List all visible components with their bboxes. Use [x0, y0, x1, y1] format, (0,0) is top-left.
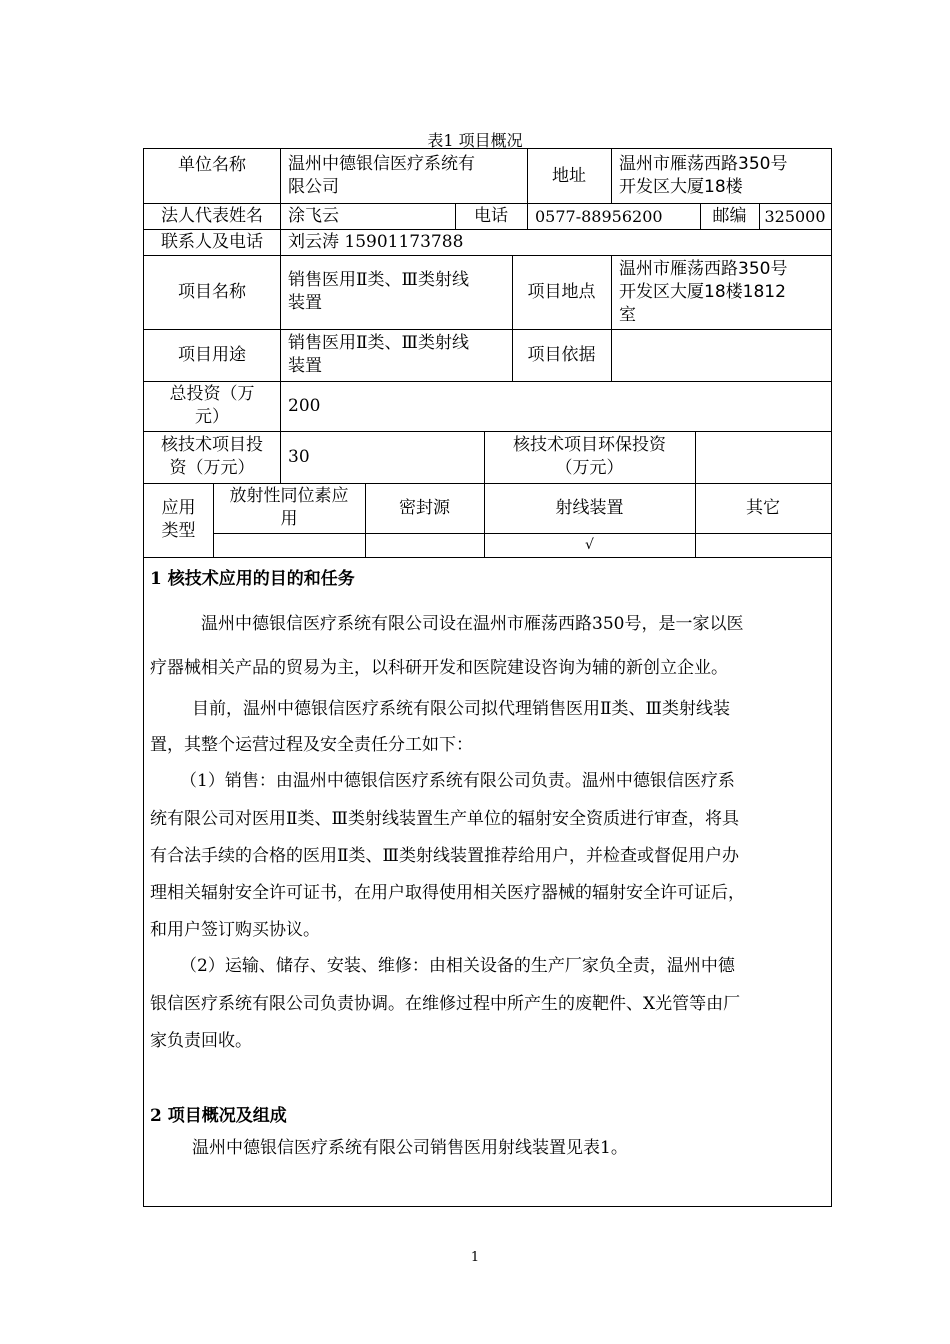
section1-paragraph: 理相关辐射安全许可证书，在用户取得使用相关医疗器械的辐射安全许可证后，	[150, 883, 745, 903]
nuclear-investment-value: 30	[288, 446, 310, 467]
unit-name-value: 温州中德银信医疗系统有 限公司	[288, 154, 475, 197]
section1-paragraph: 和用户签订购买协议。	[150, 920, 320, 940]
col-divider	[695, 431, 696, 483]
unit-name-label: 单位名称	[178, 154, 246, 175]
project-purpose-value: 销售医用Ⅱ类、Ⅲ类射线 装置	[288, 333, 469, 376]
project-basis-label: 项目依据	[527, 344, 596, 365]
section1-paragraph: 疗器械相关产品的贸易为主，以科研开发和医院建设咨询为辅的新创立企业。	[150, 658, 728, 678]
page-number: 1	[470, 1250, 480, 1265]
ray-device-check: √	[585, 536, 594, 553]
section1-paragraph: 有合法手续的合格的医用Ⅱ类、Ⅲ类射线装置推荐给用户，并检查或督促用户办	[150, 846, 739, 866]
phone-label: 电话	[474, 205, 508, 226]
legal-rep-label: 法人代表姓名	[161, 205, 263, 226]
project-site-value: 温州市雁荡西路350号 开发区大厦18楼1812 室	[619, 258, 788, 325]
env-investment-label: 核技术项目环保投资 （万元）	[513, 435, 666, 478]
section1-paragraph: （1）销售：由温州中德银信医疗系统有限公司负责。温州中德银信医疗系	[180, 771, 735, 791]
contact-value: 刘云涛 15901173788	[288, 231, 464, 252]
legal-rep-value: 涂飞云	[288, 205, 339, 226]
address-value: 温州市雁荡西路350号 开发区大厦18楼	[619, 154, 788, 197]
section1-paragraph: 置，其整个运营过程及安全责任分工如下：	[150, 735, 473, 755]
project-name-value: 销售医用Ⅱ类、Ⅲ类射线 装置	[288, 270, 469, 313]
ray-device-label: 射线装置	[555, 497, 624, 518]
section2-title: 2 项目概况及组成	[150, 1106, 287, 1126]
section2-paragraph: 温州中德银信医疗系统有限公司销售医用射线装置见表1。	[192, 1138, 628, 1158]
phone-value: 0577-88956200	[535, 206, 663, 226]
zip-value: 325000	[764, 206, 826, 226]
project-site-label: 项目地点	[527, 281, 596, 302]
section1-title: 1 核技术应用的目的和任务	[150, 569, 355, 589]
section1-paragraph: 家负责回收。	[150, 1031, 252, 1051]
project-overview-table	[143, 148, 832, 1207]
section1-paragraph: 目前，温州中德银信医疗系统有限公司拟代理销售医用Ⅱ类、Ⅲ类射线装	[192, 699, 730, 719]
other-label: 其它	[746, 497, 780, 518]
sealed-source-label: 密封源	[399, 497, 450, 518]
zip-label: 邮编	[712, 205, 747, 226]
row-divider	[144, 557, 831, 558]
isotope-label: 放射性同位素应 用	[229, 486, 349, 529]
project-name-label: 项目名称	[178, 281, 246, 302]
table-caption: 表1 项目概况	[427, 131, 523, 150]
section1-paragraph: 温州中德银信医疗系统有限公司设在温州市雁荡西路350号，是一家以医	[201, 614, 744, 634]
application-type-label: 应用 类型	[161, 498, 196, 541]
section1-paragraph: （2）运输、储存、安装、维修：由相关设备的生产厂家负全责，温州中德	[180, 956, 735, 976]
project-purpose-label: 项目用途	[178, 344, 246, 365]
total-investment-label: 总投资（万 元）	[169, 384, 255, 427]
section1-paragraph: 统有限公司对医用Ⅱ类、Ⅲ类射线装置生产单位的辐射安全资质进行审查，将具	[150, 809, 739, 829]
section1-paragraph: 银信医疗系统有限公司负责协调。在维修过程中所产生的废靶件、X光管等由厂	[150, 994, 741, 1014]
contact-label: 联系人及电话	[161, 231, 263, 252]
nuclear-investment-label: 核技术项目投 资（万元）	[161, 435, 263, 478]
address-label: 地址	[552, 165, 586, 186]
total-investment-value: 200	[288, 395, 321, 416]
